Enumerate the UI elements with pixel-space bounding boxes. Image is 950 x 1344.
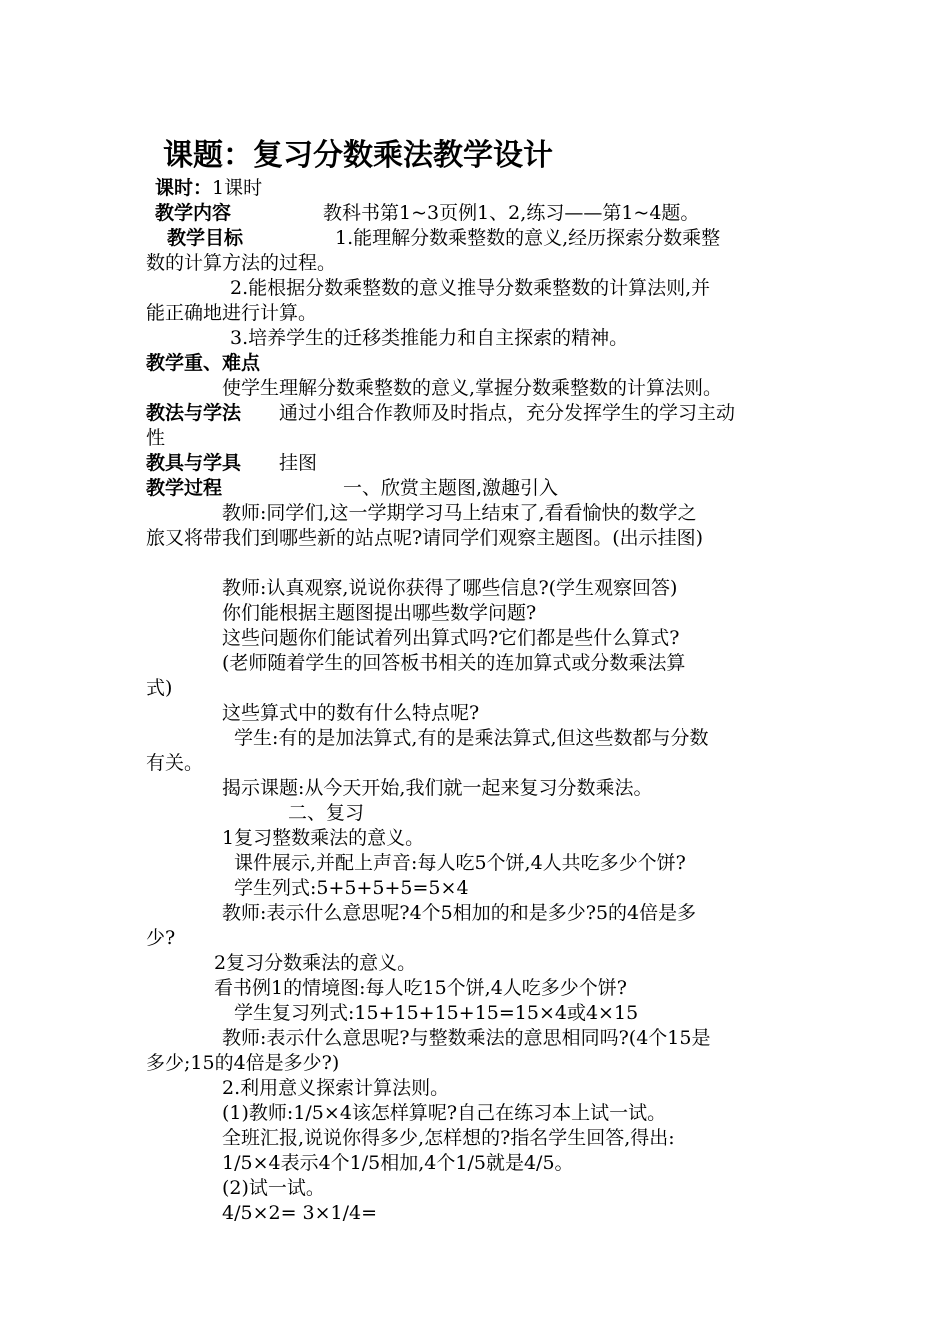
goals-label: 教学目标 [167, 227, 244, 249]
goal-1-line-a: 1.能理解分数乘整数的意义,经历探索分数乘整 [335, 227, 721, 249]
lesson-time-row [155, 176, 262, 200]
paragraph-line: 教师:表示什么意思呢?4个5相加的和是多少?5的4倍是多 [222, 902, 697, 924]
goal-1-line-b: 数的计算方法的过程。 [146, 252, 337, 274]
document-title: 课题：复习分数乘法教学设计 [163, 138, 553, 173]
content-value: 教科书第1~3页例1、2,练习——第1~4题。 [323, 202, 700, 224]
paragraph-line: 少? [146, 927, 176, 949]
key-points-value: 使学生理解分数乘整数的意义,掌握分数乘整数的计算法则。 [222, 377, 723, 399]
process-label: 教学过程 [146, 477, 223, 499]
lesson-time-value: 1课时 [212, 177, 263, 199]
paragraph-line: 这些问题你们能试着列出算式吗?它们都是些什么算式? [222, 627, 680, 649]
lesson-time-label: 课时： [155, 177, 213, 199]
paragraph-line: 学生:有的是加法算式,有的是乘法算式,但这些数都与分数 [234, 727, 709, 749]
paragraph-line: 你们能根据主题图提出哪些数学问题? [222, 602, 537, 624]
goal-2-line-a: 2.能根据分数乘整数的意义推导分数乘整数的计算法则,并 [230, 277, 711, 299]
paragraph-line: (1)教师:1/5×4该怎样算呢?自己在练习本上试一试。 [222, 1102, 667, 1124]
paragraph-line: 教师:同学们,这一学期学习马上结束了,看看愉快的数学之 [222, 502, 697, 524]
content-label: 教学内容 [155, 202, 232, 224]
paragraph-line: 式) [146, 677, 173, 699]
goal-3: 3.培养学生的迁移类推能力和自主探索的精神。 [230, 327, 629, 349]
section-1-title: 一、欣赏主题图,激趣引入 [343, 477, 559, 499]
paragraph-line: 多少;15的4倍是多少?) [146, 1052, 340, 1074]
paragraph-line: 旅又将带我们到哪些新的站点呢?请同学们观察主题图。(出示挂图) [146, 527, 704, 549]
paragraph-line: 有关。 [146, 752, 204, 774]
paragraph-line: 课件展示,并配上声音:每人吃5个饼,4人共吃多少个饼? [234, 852, 686, 874]
methods-label: 教法与学法 [146, 402, 242, 424]
tools-label: 教具与学具 [146, 452, 242, 474]
paragraph-line: 学生列式:5+5+5+5=5×4 [234, 877, 469, 899]
key-points-label: 教学重、难点 [146, 352, 261, 374]
paragraph-line: 这些算式中的数有什么特点呢? [222, 702, 480, 724]
paragraph-line: (老师随着学生的回答板书相关的连加算式或分数乘法算 [222, 652, 686, 674]
paragraph-line: 教师:表示什么意思呢?与整数乘法的意思相同吗?(4个15是 [222, 1027, 711, 1049]
paragraph-line: 看书例1的情境图:每人吃15个饼,4人吃多少个饼? [214, 977, 627, 999]
section-2-title: 二、复习 [288, 802, 365, 824]
paragraph-line: 2复习分数乘法的意义。 [214, 952, 417, 974]
methods-value-a: 通过小组合作教师及时指点，充分发挥学生的学习主动 [279, 402, 736, 424]
paragraph-line: 教师:认真观察,说说你获得了哪些信息?(学生观察回答) [222, 577, 678, 599]
paragraph-line: 揭示课题:从今天开始,我们就一起来复习分数乘法。 [222, 777, 653, 799]
goal-2-line-b: 能正确地进行计算。 [146, 302, 318, 324]
paragraph-line: 学生复习列式:15+15+15+15=15×4或4×15 [234, 1002, 639, 1024]
paragraph-line: (2)试一试。 [222, 1177, 325, 1199]
paragraph-line: 4/5×2= 3×1/4= [222, 1202, 378, 1224]
methods-value-b: 性 [146, 427, 166, 449]
paragraph-line: 1复习整数乘法的意义。 [222, 827, 425, 849]
paragraph-line: 全班汇报,说说你得多少,怎样想的?指名学生回答,得出: [222, 1127, 675, 1149]
paragraph-line: 2.利用意义探索计算法则。 [222, 1077, 450, 1099]
tools-value: 挂图 [279, 452, 318, 474]
paragraph-line: 1/5×4表示4个1/5相加,4个1/5就是4/5。 [222, 1152, 574, 1174]
